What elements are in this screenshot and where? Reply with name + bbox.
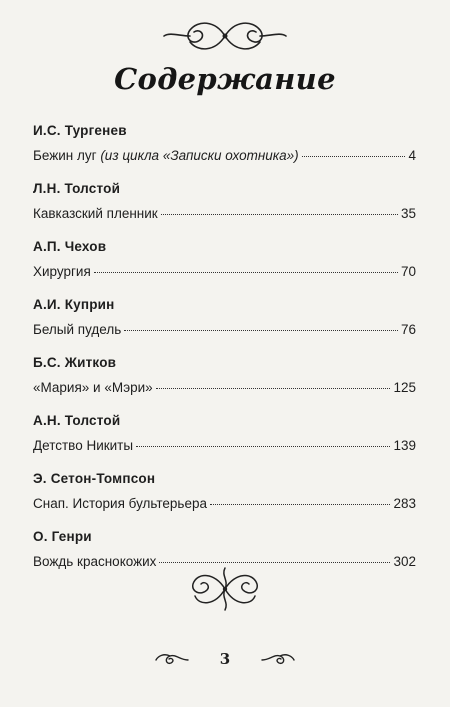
toc-line	[33, 321, 416, 339]
toc-author: О. Генри	[33, 529, 92, 544]
toc-work: Вождь краснокожих	[33, 554, 157, 569]
toc-author: А.Н. Толстой	[33, 413, 121, 428]
toc-page-number: 35	[400, 206, 416, 221]
toc-page-number: 125	[393, 380, 416, 395]
page-title: Содержание	[114, 62, 336, 96]
toc-author: А.П. Чехов	[33, 239, 107, 254]
toc-author: И.С. Тургенев	[33, 123, 127, 138]
toc-page-number: 139	[393, 438, 416, 453]
toc-work: «Мария» и «Мэри»	[33, 380, 153, 395]
dot-leader	[210, 503, 390, 505]
toc-line	[33, 263, 416, 281]
toc-line	[33, 495, 416, 513]
toc-work: Бежин луг (из цикла «Записки охотника»)	[33, 148, 299, 163]
toc-entry	[33, 296, 416, 339]
flourish-ornament-icon	[160, 12, 290, 60]
dot-leader	[302, 155, 406, 157]
toc-author: Э. Сетон-Томпсон	[33, 471, 156, 486]
toc-entry	[33, 180, 416, 223]
toc-author: Б.С. Житков	[33, 355, 117, 370]
swirl-left-icon	[154, 650, 190, 668]
toc-work: Снап. История бультерьера	[33, 496, 207, 511]
toc-entry	[33, 412, 416, 455]
toc-page-number: 283	[393, 496, 416, 511]
toc-entry	[33, 122, 416, 165]
dot-leader	[136, 445, 390, 447]
toc-line	[33, 205, 416, 223]
toc-page-number: 70	[400, 264, 416, 279]
flourish-ornament-icon	[185, 560, 265, 618]
toc-page-number: 76	[400, 322, 416, 337]
toc-work: Белый пудель	[33, 322, 122, 337]
dot-leader	[161, 213, 398, 215]
toc-line	[33, 147, 416, 165]
toc-work: Хирургия	[33, 264, 91, 279]
toc-author: А.И. Куприн	[33, 297, 115, 312]
dot-leader	[124, 329, 398, 331]
dot-leader	[156, 387, 391, 389]
toc-work: Кавказский пленник	[33, 206, 158, 221]
toc-entry	[33, 470, 416, 513]
toc-page-number: 4	[408, 148, 416, 163]
toc-entry	[33, 238, 416, 281]
page-number: 3	[219, 650, 231, 668]
toc-line	[33, 437, 416, 455]
swirl-right-icon	[260, 650, 296, 668]
toc-page-number: 302	[393, 554, 416, 569]
page-footer	[0, 650, 450, 668]
toc-entry	[33, 354, 416, 397]
dot-leader	[94, 271, 398, 273]
toc-author: Л.Н. Толстой	[33, 181, 121, 196]
toc-line	[33, 379, 416, 397]
toc-work: Детство Никиты	[33, 438, 134, 453]
